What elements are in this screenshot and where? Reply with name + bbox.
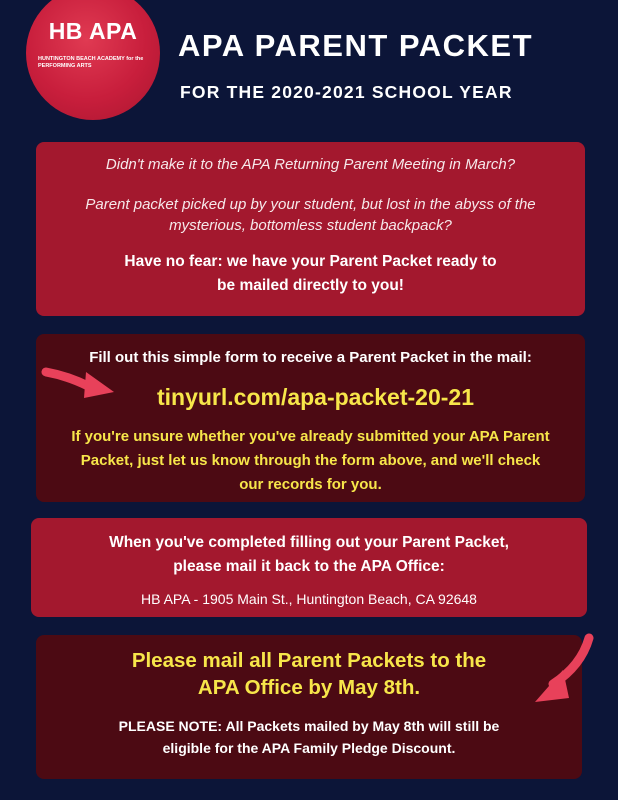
mail-instruction-text: When you've completed filling out your Parent Packet, please mail it back to the APA Office: (109, 534, 509, 575)
arrow-right-icon (40, 364, 120, 404)
form-link[interactable]: tinyurl.com/apa-packet-20-21 (156, 384, 474, 410)
apa-logo (26, 0, 160, 120)
form-box (36, 334, 585, 502)
form-intro-text: Fill out this simple form to receive a Parent Packet in the mail: (89, 349, 532, 366)
missed-meeting-text: Didn't make it to the APA Returning Parent Meeting in March? (105, 156, 516, 173)
logo-subtitle: HUNTINGTON BEACH ACADEMY for the PERFORMING ARTS (38, 56, 144, 69)
mail-instructions-box (31, 518, 587, 617)
deadline-box (36, 635, 582, 779)
deadline-text: Please mail all Parent Packets to the APA Office by May 8th. (131, 649, 487, 699)
pledge-discount-note: PLEASE NOTE: All Packets mailed by May 8th will still be eligible for the APA Family Pledge Discount. (118, 718, 500, 756)
lost-packet-text: Parent packet picked up by your student, but lost in the abyss of the mysterious, bottomless student backpack? (85, 196, 536, 234)
logo-wordmark: HB APA (48, 18, 138, 44)
page-subtitle: FOR THE 2020-2021 SCHOOL YEAR (180, 82, 513, 102)
no-fear-text: Have no fear: we have your Parent Packet ready to be mailed directly to you! (124, 253, 497, 294)
intro-box (36, 142, 585, 316)
arrow-down-left-icon (525, 632, 595, 712)
office-address: HB APA - 1905 Main St., Huntington Beach, CA 92648 (141, 591, 477, 607)
page-title: APA PARENT PACKET (178, 28, 534, 63)
unsure-note-text: If you're unsure whether you've already submitted your APA Parent Packet, just let us know through the form above, and we'll check our records for you. (71, 428, 550, 493)
